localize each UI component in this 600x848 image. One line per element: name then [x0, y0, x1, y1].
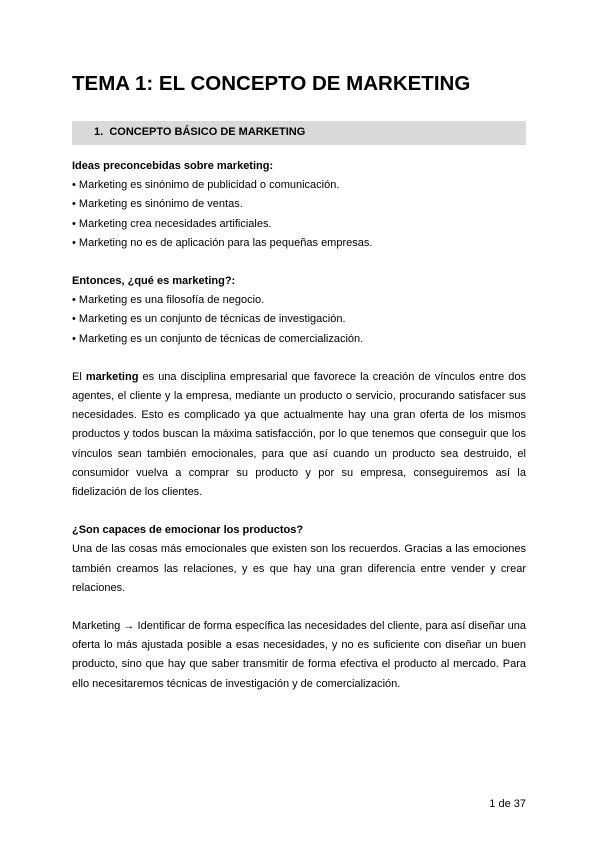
document-title: TEMA 1: EL CONCEPTO DE MARKETING — [72, 72, 471, 95]
list-item: • Marketing es sinónimo de publicidad o comunicación. — [72, 179, 340, 192]
section-heading-bar — [72, 121, 526, 145]
list-item: • Marketing es un conjunto de técnicas de comercialización. — [72, 332, 364, 345]
list-item: • Marketing es un conjunto de técnicas de investigación. — [72, 313, 346, 326]
whatis-heading: Entonces, ¿qué es marketing?: — [72, 275, 236, 288]
preconceived-list — [72, 176, 526, 253]
definition-paragraph — [72, 368, 526, 502]
whatis-list — [72, 291, 526, 349]
list-item: • Marketing es una filosofía de negocio. — [72, 294, 265, 307]
emotion-heading: ¿Son capaces de emocionar los productos? — [72, 524, 304, 537]
section-number: 1. — [94, 126, 104, 138]
definition-prefix: El — [72, 370, 86, 383]
list-item: • Marketing es sinónimo de ventas. — [72, 198, 243, 211]
page-number: 1 de 37 — [489, 798, 526, 810]
marketing-arrow-paragraph: Marketing → Identificar de forma específica las necesidades del cliente, para así diseñar una oferta lo más ajustada posible a esas necesidades, y no es suficiente con diseñar un buen producto, sino que hay que saber transmitir de forma efectiva el producto al mercado. Para ello necesitaremos técnicas de investigación y de comercialización. — [72, 620, 526, 690]
list-item: • Marketing crea necesidades artificiales. — [72, 217, 272, 230]
section-title: CONCEPTO BÁSICO DE MARKETING — [109, 126, 306, 138]
section-heading — [94, 126, 305, 138]
preconceived-heading: Ideas preconcebidas sobre marketing: — [72, 160, 274, 172]
definition-text: es una disciplina empresarial que favorece la creación de vínculos entre dos agentes, el cliente y la empresa, mediante un producto o servicio, procurando satisfacer sus necesidades. Esto es complicado ya que actualmente hay una gran oferta de los mismos productos y todos buscan la máxima satisfacción, por lo que tenemos que conseguir que los vínculos sean también emocionales, para que así cuando un producto sea destruido, el consumidor vuelva a comprar su producto y por su empresa, conseguiremos así la fidelización de los clientes. — [72, 370, 527, 499]
document-content — [72, 157, 526, 694]
list-item: • Marketing no es de aplicación para las pequeñas empresas. — [72, 236, 373, 249]
definition-term: marketing — [85, 370, 139, 383]
emotion-paragraph: Una de las cosas más emocionales que existen son los recuerdos. Gracias a las emociones también creamos las relaciones, y es que hay una gran diferencia entre vender y crear relaciones. — [72, 543, 526, 594]
